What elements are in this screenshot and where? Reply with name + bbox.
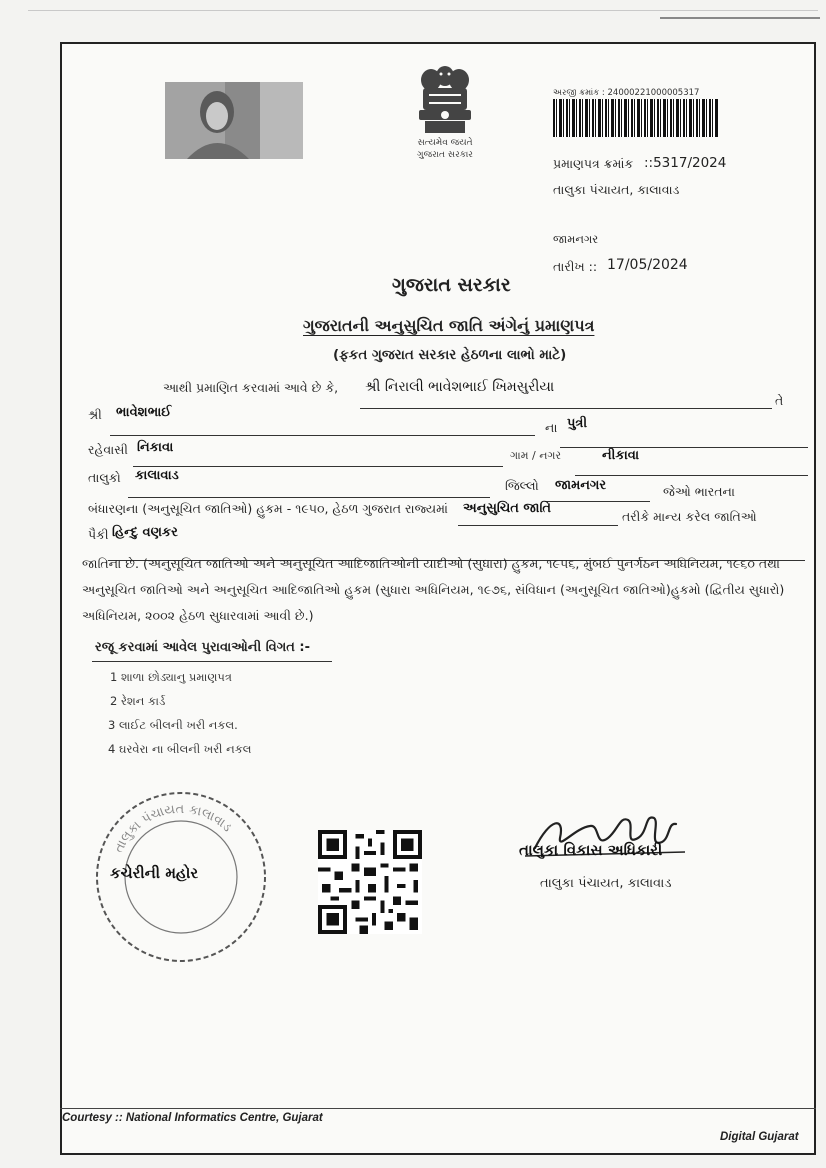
date-label: તારીખ :: (553, 259, 598, 274)
certificate-number-value: ::5317/2024 (644, 155, 727, 171)
evidence-item: 2 રેશન કાર્ડ (110, 694, 166, 708)
village-value: નીકાવા (602, 448, 640, 463)
barcode (553, 99, 718, 137)
seal-ring-text: તાલુકા પંચાયત કાલાવાડ (111, 801, 235, 856)
handwritten-signature (520, 808, 690, 868)
holder-name-line (360, 408, 772, 409)
district-label: જિલ્લો (505, 478, 539, 493)
na-text: ના (545, 420, 558, 435)
purpose-note: (ફકત ગુજરાત સરકાર હેઠળના લાભો માટે) (333, 347, 567, 363)
resident-label: રહેવાસી (88, 442, 128, 457)
application-number: અરજી ક્રમાંક : 24000221000005317 (553, 88, 700, 98)
ashoka-emblem-icon (405, 60, 485, 164)
taluka-label: તાલુકો (88, 470, 121, 485)
government-title: ગુજરાત સરકાર (392, 274, 511, 296)
certificate-title: ગુજરાતની અનુસુચિત જાતિ અંગેનું પ્રમાણપત્ર (303, 316, 595, 335)
resident-line (133, 466, 503, 467)
category-value: અનુસુચિત જાતિ (463, 501, 552, 516)
district-name: જામનગર (553, 232, 599, 246)
certify-prefix: આથી પ્રમાણિત કરવામાં આવે છે કે, (163, 380, 339, 395)
india-text: જેઓ ભારતના (663, 484, 735, 499)
scan-edge-line (28, 10, 818, 11)
evidence-heading-line (92, 661, 332, 662)
emblem-motto: સત્યમેવ જયતે (417, 138, 473, 148)
shri-label: શ્રી (88, 407, 102, 422)
certificate-number-label: પ્રમાણપત્ર ક્રમાંક (553, 156, 634, 171)
footer-digital-gujarat: Digital Gujarat (720, 1131, 799, 1143)
relation-line (560, 447, 808, 448)
holder-name: શ્રી નિરાલી ભાવેશભાઈ ખિમસુરીયા (365, 379, 555, 395)
legal-paragraph: જાતિના છે. (અનુસૂચિત જાતિઓ અને અનુસૂચિત આદિજાતિઓની યાદીઓ (સુધારા) હુકમ, ૧૯૫૬, મુંબઈ પુનર્ગઠન અધિનિયમ, ૧૯૬૦ તથા અનુસૂચિત જાતિઓ અને અનુસૂચિત આદિજાતિઓ હુકમ (સુધારા અધિનિયમ, ૧૯૭૬, સંવિધાન (અનુસૂચિત જાતિઓ)હુકમો (દ્વિતીય સુધારો) અધિનિયમ, ૨૦૦૨ હેઠળ સુધારવામાં આવી છે.) (82, 556, 785, 623)
father-name-line (110, 435, 535, 436)
taluka-line (128, 497, 490, 498)
signatory-title: તાલુકા વિકાસ અધિકારી (519, 841, 663, 859)
father-name: ભાવેશભાઈ (116, 405, 172, 420)
evidence-item: 1 શાળા છોડ્યાનુ પ્રમાણપત્ર (110, 670, 232, 684)
caste-value: હિન્દુ વણકર (112, 525, 178, 540)
date-value: 17/05/2024 (607, 257, 688, 273)
constitution-text: બંધારણના (અનુસૂચિત જાતિઓ) હુકમ - ૧૯૫૦, હેઠળ ગુજરાત રાજ્યમાં (88, 501, 448, 516)
village-label: ગામ / નગર (510, 449, 562, 462)
relation-value: પુત્રી (567, 416, 588, 431)
footer-divider (60, 1108, 816, 1109)
applicant-photo (165, 82, 303, 159)
te-text: તે (775, 393, 784, 408)
footer-courtesy: Courtesy :: National Informatics Centre, Gujarat (62, 1112, 323, 1124)
among-label: પૈકી (88, 527, 109, 542)
seal-label: કચેરીની મહોર (110, 864, 199, 882)
district-line (545, 501, 650, 502)
evidence-item: 4 ઘરવેરા ના બીલની ખરી નકલ (108, 742, 252, 756)
scan-edge-line-2 (660, 17, 820, 19)
district-value: જામનગર (555, 478, 607, 493)
village-line (575, 475, 808, 476)
recognized-text: તરીકે માન્ય કરેલ જાતિઓ (622, 509, 757, 524)
signatory-office: તાલુકા પંચાયત, કાલાવાડ (540, 876, 672, 891)
resident-value: નિકાવા (137, 440, 174, 455)
evidence-heading: રજૂ કરવામાં આવેલ પુરાવાઓની વિગત :- (95, 640, 310, 655)
qr-code (318, 830, 422, 934)
issuing-office: તાલુકા પંચાયત, કાલાવાડ (553, 182, 680, 197)
taluka-value: કાલાવાડ (135, 468, 179, 483)
emblem-govt: ગુજરાત સરકાર (417, 150, 473, 160)
category-line (458, 525, 618, 526)
evidence-item: 3 લાઈટ બીલની ખરી નકલ. (108, 718, 238, 732)
